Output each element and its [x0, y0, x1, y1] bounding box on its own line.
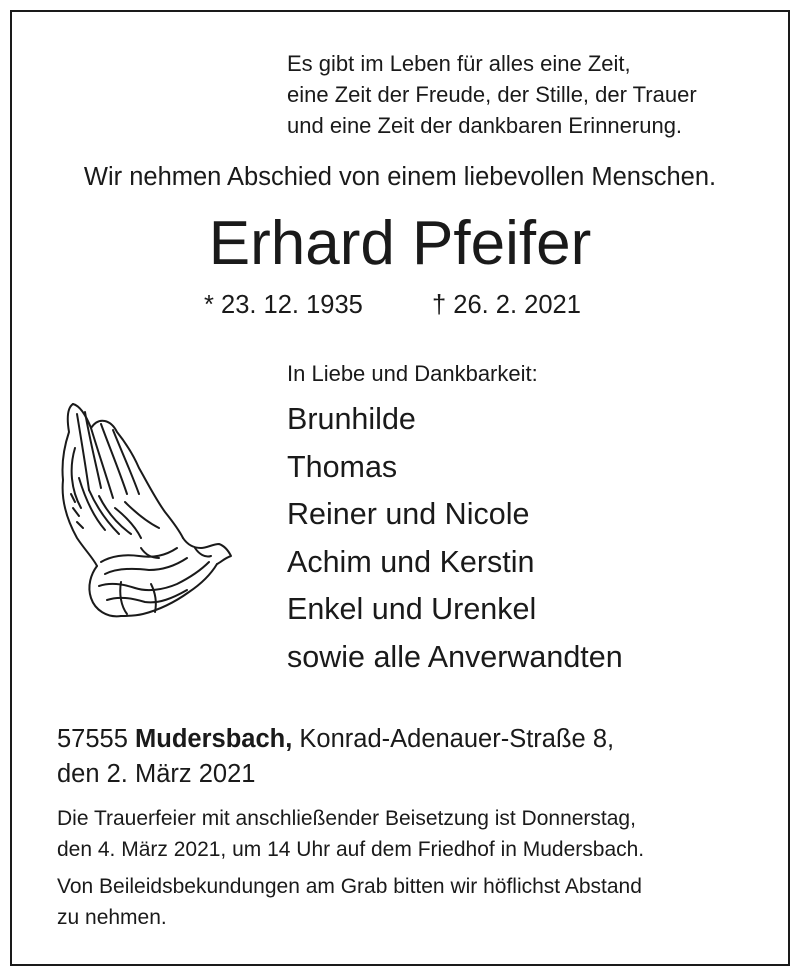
poem-line: eine Zeit der Freude, der Stille, der Trauer	[287, 82, 697, 107]
condolence-notice-line: zu nehmen.	[57, 905, 167, 929]
mourner-name: Thomas	[287, 449, 398, 484]
funeral-notice	[57, 804, 644, 865]
poem-line: Es gibt im Leben für alles eine Zeit,	[287, 51, 631, 76]
condolence-notice-line: Von Beileidsbekundungen am Grab bitten wir höflichst Abstand	[57, 875, 642, 898]
mourner-name: sowie alle Anverwandten	[287, 639, 623, 674]
death-date: † 26. 2. 2021	[432, 291, 581, 319]
town: Mudersbach,	[135, 725, 293, 753]
mourner-name: Reiner und Nicole	[287, 497, 530, 531]
mourners-list	[287, 396, 623, 681]
funeral-notice-line: Die Trauerfeier mit anschließender Beisetzung ist Donnerstag,	[57, 807, 636, 830]
farewell-line: Wir nehmen Abschied von einem liebevollen Menschen.	[83, 163, 717, 191]
poem	[287, 48, 697, 141]
postcode: 57555	[57, 725, 128, 753]
condolence-notice	[57, 872, 642, 933]
birth-date: * 23. 12. 1935	[204, 291, 363, 319]
address-line	[57, 722, 614, 756]
praying-hands-icon	[55, 398, 235, 623]
mourner-name: Brunhilde	[287, 402, 416, 436]
mourner-name: Enkel und Urenkel	[287, 592, 537, 626]
poem-line: und eine Zeit der dankbaren Erinnerung.	[287, 113, 683, 138]
street: Konrad-Adenauer-Straße 8,	[299, 725, 615, 753]
place-date: den 2. März 2021	[57, 760, 256, 788]
mourner-name: Achim und Kerstin	[287, 544, 535, 579]
mourners-intro: In Liebe und Dankbarkeit:	[287, 361, 538, 386]
funeral-notice-line: den 4. März 2021, um 14 Uhr auf dem Friedhof in Mudersbach.	[57, 837, 645, 861]
deceased-name: Erhard Pfeifer	[208, 209, 592, 278]
